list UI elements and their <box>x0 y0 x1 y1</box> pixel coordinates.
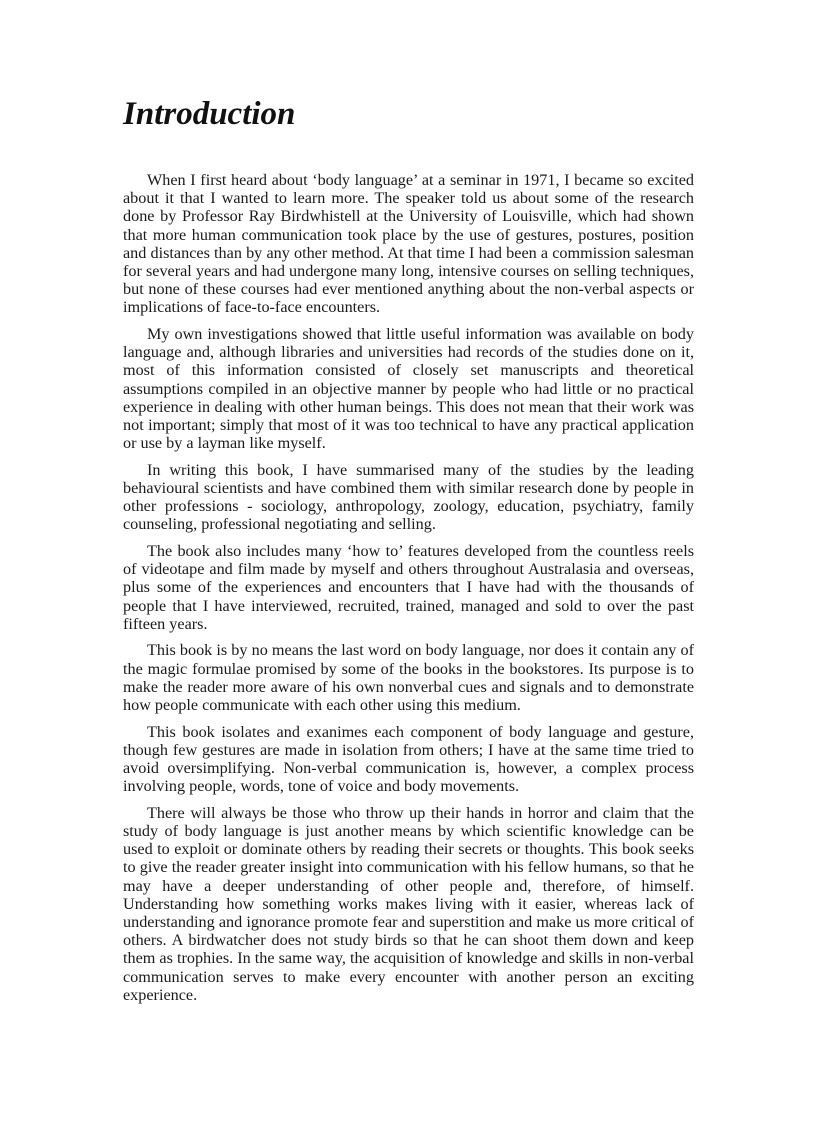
paragraph: There will always be those who throw up their hands in horror and claim that the study of body language is just another means by which scientific knowledge can be used to exploit or dominate others by reading their secrets or thoughts. This book seeks to give the reader greater insight into communication with his fellow humans, so that he may have a deeper understanding of other people and, therefore, of himself. Understanding how something works makes living with it easier, whereas lack of understanding and ignorance promote fear and superstition and make us more critical of others. A birdwatcher does not study birds so that he can shoot them down and keep them as trophies. In the same way, the acquisition of knowledge and skills in non-verbal communication serves to make every encounter with another person an exciting experience. <box>123 803 694 1004</box>
paragraph: When I first heard about ‘body language’ at a seminar in 1971, I became so excited about it that I wanted to learn more. The speaker told us about some of the research done by Professor Ray Birdwhistell at the University of Louisville, which had shown that more human communication took place by the use of gestures, postures, position and distances than by any other method. At that time I had been a commission salesman for several years and had undergone many long, intensive courses on selling techniques, but none of these courses had ever mentioned anything about the non-verbal aspects or implications of face-to-face encounters. <box>123 171 694 317</box>
paragraph: This book isolates and exanimes each component of body language and gesture, though few gestures are made in isolation from others; I have at the same time tried to avoid oversimplifying. Non-verbal communication is, however, a complex process involving people, words, tone of voice and body movements. <box>123 722 694 796</box>
paragraph: The book also includes many ‘how to’ features developed from the countless reels of videotape and film made by myself and others throughout Australasia and overseas, plus some of the experiences and encounters that I have had with the thousands of people that I have interviewed, recruited, trained, managed and sold to over the past fifteen years. <box>123 542 694 633</box>
chapter-title: Introduction <box>123 96 296 132</box>
paragraph: My own investigations showed that little useful information was available on body language and, although libraries and universities had records of the studies done on it, most of this information consisted of closely set manuscripts and theoretical assumptions compiled in an objective manner by people who had little or no practical experience in dealing with other human beings. This does not mean that their work was not important; simply that most of it was too technical to have any practical application or use by a layman like myself. <box>123 325 694 453</box>
chapter-body <box>123 171 694 1012</box>
paragraph: In writing this book, I have summarised many of the studies by the leading behavioural scientists and have combined them with similar research done by people in other professions - sociology, anthropology, zoology, education, psychiatry, family counseling, professional negotiating and selling. <box>123 460 694 534</box>
paragraph: This book is by no means the last word on body language, nor does it contain any of the magic formulae promised by some of the books in the bookstores. Its purpose is to make the reader more aware of his own nonverbal cues and signals and to demonstrate how people communicate with each other using this medium. <box>123 641 694 715</box>
